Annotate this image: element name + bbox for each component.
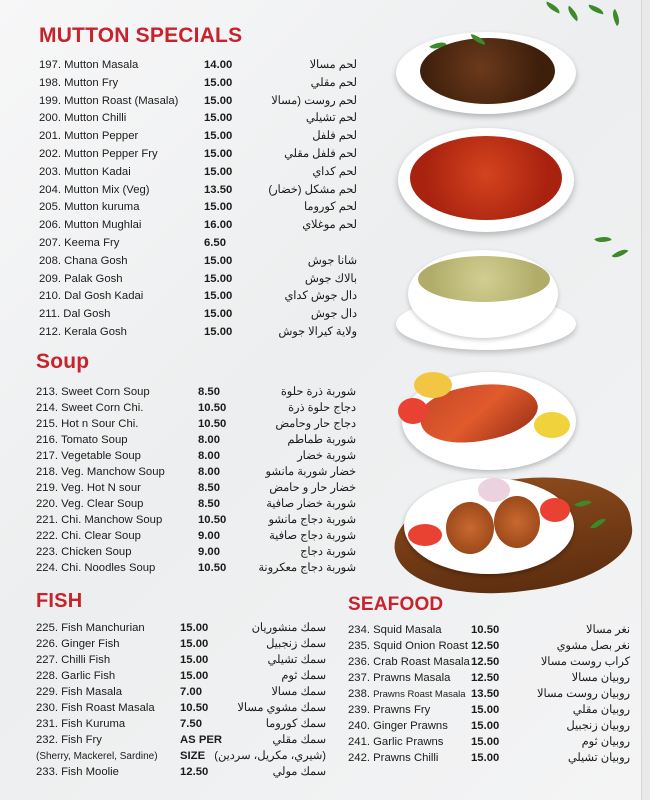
- item-name: [39, 110, 126, 128]
- item-name: [36, 400, 143, 416]
- item-price: 10.50: [198, 418, 227, 430]
- item-arabic-name: روبيان مقلي: [572, 704, 630, 716]
- item-name: [36, 464, 165, 480]
- item-name: [39, 182, 150, 200]
- item-arabic-name: لحم كداي: [312, 165, 357, 178]
- item-price: 8.00: [198, 466, 220, 478]
- item-arabic-name: شوربة دجاج مانشو: [268, 514, 356, 526]
- item-label: Mutton Mughlai: [64, 219, 142, 232]
- item-label: Crab Roast Masala: [373, 656, 470, 668]
- item-arabic-name: لحم تشيلي: [305, 112, 357, 125]
- item-name: [36, 716, 125, 732]
- item-price: 15.00: [204, 290, 233, 303]
- item-number: 240.: [348, 720, 370, 732]
- item-number: 204.: [39, 183, 61, 196]
- item-name: [39, 128, 138, 146]
- item-label: Veg. Clear Soup: [61, 498, 144, 510]
- item-price: 12.50: [471, 656, 500, 668]
- item-label: Prawns Fry: [373, 704, 431, 716]
- item-price: 15.00: [204, 147, 233, 160]
- item-arabic-name: سمك زنجبيل: [266, 638, 326, 650]
- item-name: [348, 750, 438, 766]
- item-number: 198.: [39, 76, 61, 89]
- item-price: 15.00: [471, 752, 500, 764]
- item-number: 227.: [36, 654, 58, 666]
- item-name: [36, 748, 158, 765]
- item-number: 226.: [36, 638, 58, 650]
- item-price: 15.00: [471, 720, 500, 732]
- item-label: Ginger Prawns: [373, 720, 448, 732]
- item-name: [36, 684, 122, 700]
- item-label: Squid Onion Roast: [373, 640, 468, 652]
- item-arabic-name: سمك كوروما: [265, 718, 326, 730]
- item-arabic-name: لحم مشكل (خضار): [268, 183, 357, 196]
- item-name: [36, 544, 131, 560]
- item-arabic-name: روبيان روست مسالا: [537, 688, 630, 700]
- item-label: Squid Masala: [373, 624, 442, 636]
- item-arabic-name: سمك مقلي: [272, 734, 326, 746]
- item-price: 8.50: [198, 482, 220, 494]
- item-number: 242.: [348, 752, 370, 764]
- item-label: Chi. Noodles Soup: [61, 562, 156, 574]
- item-price: 15.00: [471, 704, 500, 716]
- item-name: [36, 732, 102, 748]
- item-number: 211.: [39, 308, 61, 321]
- item-price: 14.00: [204, 59, 233, 71]
- item-number: 232.: [36, 734, 58, 746]
- item-arabic-name: خضار حار و حامض: [269, 482, 356, 494]
- item-label: Mutton kuruma: [64, 201, 140, 214]
- item-name: [39, 288, 143, 306]
- item-number: 238.: [348, 688, 370, 700]
- item-number: 239.: [348, 704, 370, 716]
- item-arabic-name: روبيان زنجبيل: [566, 720, 630, 732]
- item-price: SIZE: [180, 750, 206, 762]
- item-price: 10.50: [198, 562, 227, 574]
- item-label: Veg. Hot N sour: [61, 482, 141, 494]
- item-number: 215.: [36, 418, 58, 430]
- item-name: [39, 217, 141, 235]
- item-label: Chilli Fish: [61, 654, 111, 666]
- item-number: 212.: [39, 325, 61, 338]
- item-number: 233.: [36, 766, 58, 778]
- item-price: AS PER: [180, 734, 223, 746]
- item-price: 15.00: [204, 130, 233, 143]
- item-label: Ginger Fish: [61, 638, 120, 650]
- item-label: Fish Manchurian: [61, 622, 145, 634]
- item-price: 15.00: [180, 670, 209, 682]
- item-name: [36, 512, 162, 528]
- item-price: 12.50: [471, 672, 500, 684]
- item-arabic-name: روبيان تشيلي: [567, 752, 630, 764]
- item-price: 15.00: [204, 112, 233, 125]
- item-price: 8.00: [198, 450, 220, 462]
- item-number: 229.: [36, 686, 58, 698]
- item-arabic-name: لحم مقلي: [310, 76, 357, 89]
- item-name: [39, 164, 131, 182]
- item-number: 218.: [36, 466, 58, 478]
- item-number: 236.: [348, 656, 370, 668]
- item-label: Veg. Manchow Soup: [61, 466, 165, 478]
- item-arabic-name: لحم كوروما: [303, 201, 357, 214]
- item-number: 222.: [36, 530, 58, 542]
- item-name: [39, 271, 123, 289]
- item-arabic-name: روبيان ثوم: [581, 736, 630, 748]
- item-number: 201.: [39, 130, 61, 143]
- item-name: [36, 480, 141, 496]
- item-name: [39, 199, 140, 217]
- item-name: [36, 636, 120, 652]
- item-name: [39, 324, 127, 342]
- item-name: [36, 384, 150, 400]
- item-number: 200.: [39, 112, 61, 125]
- item-name: [36, 560, 155, 576]
- item-arabic-name: لحم فلفل: [312, 130, 357, 143]
- item-price: 12.50: [471, 640, 500, 652]
- item-arabic-name: خضار شوربة مانشو: [265, 466, 356, 478]
- item-label: Mutton Chilli: [64, 112, 127, 125]
- item-label: Mutton Mix (Veg): [64, 183, 150, 196]
- item-label: Garlic Prawns: [373, 736, 444, 748]
- item-price: 15.00: [204, 201, 233, 214]
- item-arabic-name: بالاك جوش: [304, 272, 357, 285]
- item-number: 234.: [348, 624, 370, 636]
- item-number: 224.: [36, 562, 58, 574]
- item-price: 15.00: [204, 165, 233, 178]
- item-price: 15.00: [471, 736, 500, 748]
- item-number: 213.: [36, 386, 58, 398]
- item-number: 203.: [39, 165, 61, 178]
- item-number: 216.: [36, 434, 58, 446]
- page-edge: [641, 0, 650, 800]
- item-arabic-name: سمك مسالا: [271, 686, 326, 698]
- item-arabic-name: نغر بصل مشوي: [556, 640, 630, 652]
- item-name: [36, 620, 145, 636]
- item-number: 237.: [348, 672, 370, 684]
- item-arabic-name: شوربة خضار: [297, 450, 356, 462]
- item-number: 206.: [39, 219, 61, 232]
- item-number: 241.: [348, 736, 370, 748]
- item-number: 219.: [36, 482, 58, 494]
- item-arabic-name: شوربة دجاج معكرونة: [258, 562, 356, 574]
- item-number: 223.: [36, 546, 58, 558]
- item-number: 235.: [348, 640, 370, 652]
- item-label: Garlic Fish: [61, 670, 116, 682]
- item-number: 225.: [36, 622, 58, 634]
- item-name: [348, 670, 450, 686]
- item-arabic-name: لحم روست (مسالا: [271, 94, 357, 107]
- item-arabic-name: دجاج حار وحامض: [275, 418, 356, 430]
- item-number: 210.: [39, 290, 61, 303]
- item-label: Mutton Pepper Fry: [64, 147, 158, 160]
- item-price: 15.00: [204, 76, 233, 89]
- item-arabic-name: سمك منشوريان: [251, 622, 326, 634]
- item-label: Prawns Roast Masala: [373, 689, 466, 700]
- item-arabic-name: (شيري، مكريل، سردين): [214, 750, 326, 762]
- item-number: 205.: [39, 201, 61, 214]
- item-label: Hot n Sour Chi.: [61, 418, 139, 430]
- fish-heading: FISH: [36, 590, 83, 612]
- item-label: Mutton Masala: [64, 59, 139, 71]
- item-name: [36, 432, 128, 448]
- item-name: [39, 235, 119, 253]
- item-arabic-name: شوربة خضار صافية: [266, 498, 356, 510]
- item-label: Sweet Corn Soup: [61, 386, 150, 398]
- item-name: [39, 146, 158, 164]
- item-number: 217.: [36, 450, 58, 462]
- item-number: 209.: [39, 272, 61, 285]
- item-arabic-name: دال جوش: [310, 308, 357, 321]
- item-arabic-name: سمك ثوم: [281, 670, 326, 682]
- item-label: Mutton Pepper: [64, 130, 139, 143]
- item-price: 15.00: [180, 622, 209, 634]
- item-number: 220.: [36, 498, 58, 510]
- item-label: Chi. Manchow Soup: [61, 514, 163, 526]
- item-label: Prawns Masala: [373, 672, 451, 684]
- item-number: 208.: [39, 254, 61, 267]
- item-price: 7.50: [180, 718, 202, 730]
- item-name: [39, 57, 138, 75]
- item-name: [36, 416, 138, 432]
- item-price: 15.00: [180, 654, 209, 666]
- item-label: Mutton Fry: [64, 76, 119, 89]
- item-label: Chana Gosh: [64, 254, 128, 267]
- soup-heading: Soup: [36, 350, 90, 373]
- item-label: Fish Masala: [61, 686, 123, 698]
- item-label: Prawns Chilli: [373, 752, 439, 764]
- item-name: [36, 496, 143, 512]
- item-arabic-name: ولاية كيرالا جوش: [278, 325, 357, 338]
- item-number: 221.: [36, 514, 58, 526]
- item-arabic-name: دجاج حلوة ذرة: [288, 402, 356, 414]
- item-number: 199.: [39, 94, 61, 107]
- item-price: 10.50: [198, 514, 227, 526]
- item-number: 202.: [39, 147, 61, 160]
- item-label: Chicken Soup: [61, 546, 132, 558]
- item-label: Fish Roast Masala: [61, 702, 155, 714]
- item-name: [348, 638, 468, 654]
- item-label: Dal Gosh Kadai: [64, 290, 144, 303]
- item-label: Fish Kuruma: [61, 718, 126, 730]
- item-arabic-name: سمك مولي: [272, 766, 326, 778]
- item-price: 15.00: [180, 638, 209, 650]
- item-name: [348, 718, 448, 734]
- item-price: 15.00: [204, 94, 233, 107]
- item-number: 207.: [39, 236, 61, 249]
- item-price: 15.00: [204, 308, 233, 321]
- item-name: [348, 702, 430, 718]
- item-label: Sweet Corn Chi.: [61, 402, 144, 414]
- item-label: Mutton Roast (Masala): [64, 94, 179, 107]
- item-price: 9.00: [198, 546, 220, 558]
- item-label: Dal Gosh: [63, 308, 111, 321]
- item-label: Tomato Soup: [60, 434, 128, 446]
- item-arabic-name: سمك مشوي مسالا: [237, 702, 326, 714]
- item-label: Kerala Gosh: [64, 325, 127, 338]
- item-name: [348, 622, 442, 638]
- item-label: Mutton Kadai: [64, 165, 131, 178]
- item-price: 7.00: [180, 686, 202, 698]
- item-arabic-name: سمك تشيلي: [267, 654, 326, 666]
- item-price: 8.00: [198, 434, 220, 446]
- item-label: Chi. Clear Soup: [61, 530, 141, 542]
- item-number: 228.: [36, 670, 58, 682]
- item-name: [39, 306, 110, 324]
- item-arabic-name: شانا جوش: [307, 254, 357, 267]
- item-price: 16.00: [204, 219, 233, 232]
- item-arabic-name: شوربة دجاج: [300, 546, 356, 558]
- item-arabic-name: كراب روست مسالا: [540, 656, 630, 668]
- item-name: [39, 253, 128, 271]
- item-name: [36, 652, 110, 668]
- item-number: 231.: [36, 718, 58, 730]
- item-price: 8.50: [198, 498, 220, 510]
- item-label: Fish Moolie: [61, 766, 119, 778]
- item-price: 15.00: [204, 254, 233, 267]
- item-price: 8.50: [198, 386, 220, 398]
- item-arabic-name: دال جوش كداي: [284, 290, 357, 303]
- item-name: [36, 528, 141, 544]
- item-price: 10.50: [198, 402, 227, 414]
- item-price: 10.50: [180, 702, 209, 714]
- item-number: 197.: [39, 59, 61, 71]
- item-price: 12.50: [180, 766, 209, 778]
- item-price: 13.50: [204, 183, 233, 196]
- item-arabic-name: شوربة ذرة حلوة: [280, 386, 356, 398]
- item-label: Vegetable Soup: [61, 450, 141, 462]
- item-price: 15.00: [204, 325, 233, 338]
- item-price: 10.50: [471, 624, 500, 636]
- item-arabic-name: لحم مسالا: [309, 59, 357, 71]
- item-label: (Sherry, Mackerel, Sardine): [36, 751, 158, 762]
- item-label: Palak Gosh: [64, 272, 123, 285]
- item-name: [36, 700, 155, 716]
- item-name: [36, 668, 115, 684]
- item-name: [348, 734, 443, 750]
- item-price: 6.50: [204, 236, 226, 249]
- item-price: 9.00: [198, 530, 220, 542]
- item-arabic-name: شوربة طماطم: [287, 434, 356, 446]
- item-number: 214.: [36, 402, 58, 414]
- item-label: Fish Fry: [61, 734, 102, 746]
- item-arabic-name: نغر مسالا: [586, 624, 630, 636]
- seafood-heading: SEAFOOD: [348, 594, 444, 615]
- item-name: [348, 686, 466, 703]
- item-name: [39, 93, 178, 111]
- item-arabic-name: روبيان مسالا: [571, 672, 630, 684]
- mutton-specials-heading: MUTTON SPECIALS: [39, 24, 243, 47]
- item-name: [39, 75, 118, 93]
- item-label: Keema Fry: [64, 236, 120, 249]
- item-arabic-name: شوربة دجاج صافية: [269, 530, 356, 542]
- item-price: 15.00: [204, 272, 233, 285]
- item-price: 13.50: [471, 688, 500, 700]
- item-name: [36, 764, 119, 780]
- item-name: [36, 448, 141, 464]
- item-number: 230.: [36, 702, 58, 714]
- item-arabic-name: لحم فلفل مقلي: [284, 147, 357, 160]
- item-arabic-name: لحم موغلاي: [302, 219, 357, 232]
- item-name: [348, 654, 470, 670]
